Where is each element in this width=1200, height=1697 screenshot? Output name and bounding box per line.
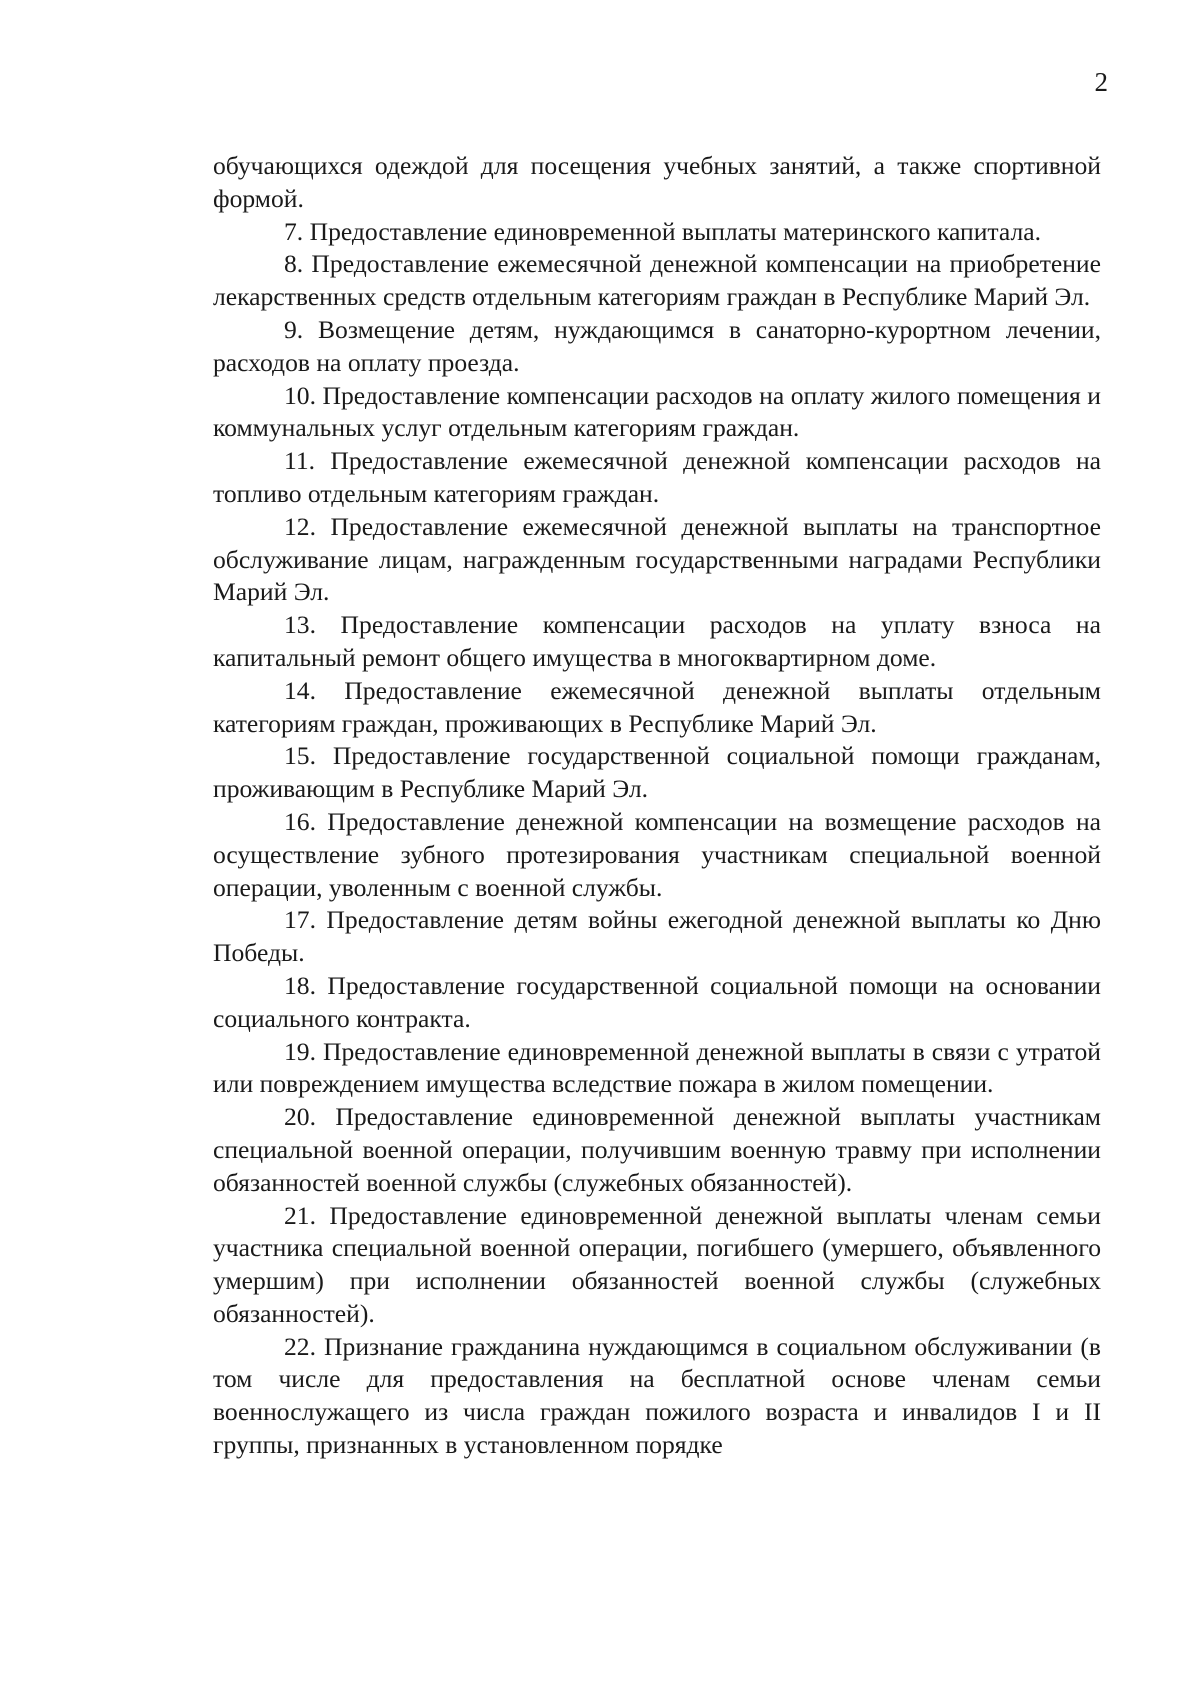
list-item-12: 12. Предоставление ежемесячной денежной выплаты на транспортное обслуживание лицам, награжденным государственными наградами Республики Марий Эл. (213, 511, 1101, 607)
list-item-14: 14. Предоставление ежемесячной денежной выплаты отдельным категориям граждан, проживающих в Республике Марий Эл. (213, 675, 1101, 738)
list-item-22: 22. Признание гражданина нуждающимся в социальном обслуживании (в том числе для предоставления на бесплатной основе членам семьи военнослужащего из числа граждан пожилого возраста и инвалидов I и II группы, признанных в установленном порядке (213, 1331, 1101, 1460)
document-body (213, 150, 1101, 1462)
list-item-10: 10. Предоставление компенсации расходов на оплату жилого помещения и коммунальных услуг отдельным категориям граждан. (213, 380, 1101, 443)
list-item-15: 15. Предоставление государственной социальной помощи гражданам, проживающим в Республике Марий Эл. (213, 741, 1101, 804)
list-item-8: 8. Предоставление ежемесячной денежной компенсации на приобретение лекарственных средств отдельным категориям граждан в Республике Марий Эл. (213, 249, 1101, 312)
list-item-16: 16. Предоставление денежной компенсации на возмещение расходов на осуществление зубного протезирования участникам специальной военной операции, уволенным с военной службы. (213, 806, 1101, 902)
list-item-20: 20. Предоставление единовременной денежной выплаты участникам специальной военной операции, получившим военную травму при исполнении обязанностей военной службы (служебных обязанностей). (213, 1102, 1101, 1197)
list-item-9: 9. Возмещение детям, нуждающимся в санаторно-курортном лечении, расходов на оплату проезда. (213, 314, 1101, 377)
intro-continuation: обучающихся одеждой для посещения учебных занятий, а также спортивной формой. (213, 151, 1101, 213)
list-item-7: 7. Предоставление единовременной выплаты материнского капитала. (284, 216, 1042, 246)
list-item-13: 13. Предоставление компенсации расходов на уплату взноса на капитальный ремонт общего имущества в многоквартирном доме. (213, 610, 1101, 672)
list-item-17: 17. Предоставление детям войны ежегодной денежной выплаты ко Дню Победы. (213, 905, 1101, 968)
list-item-18: 18. Предоставление государственной социальной помощи на основании социального контракта. (213, 970, 1101, 1033)
list-item-19: 19. Предоставление единовременной денежной выплаты в связи с утратой или повреждением имущества вследствие пожара в жилом помещении. (213, 1036, 1101, 1099)
list-item-11: 11. Предоставление ежемесячной денежной компенсации расходов на топливо отдельным категориям граждан. (213, 446, 1101, 508)
page-number: 2 (1094, 67, 1108, 97)
list-item-21: 21. Предоставление единовременной денежной выплаты членам семьи участника специальной военной операции, погибшего (умершего, объявленного умершим) при исполнении обязанностей военной службы (служебных обязанностей). (213, 1200, 1101, 1328)
